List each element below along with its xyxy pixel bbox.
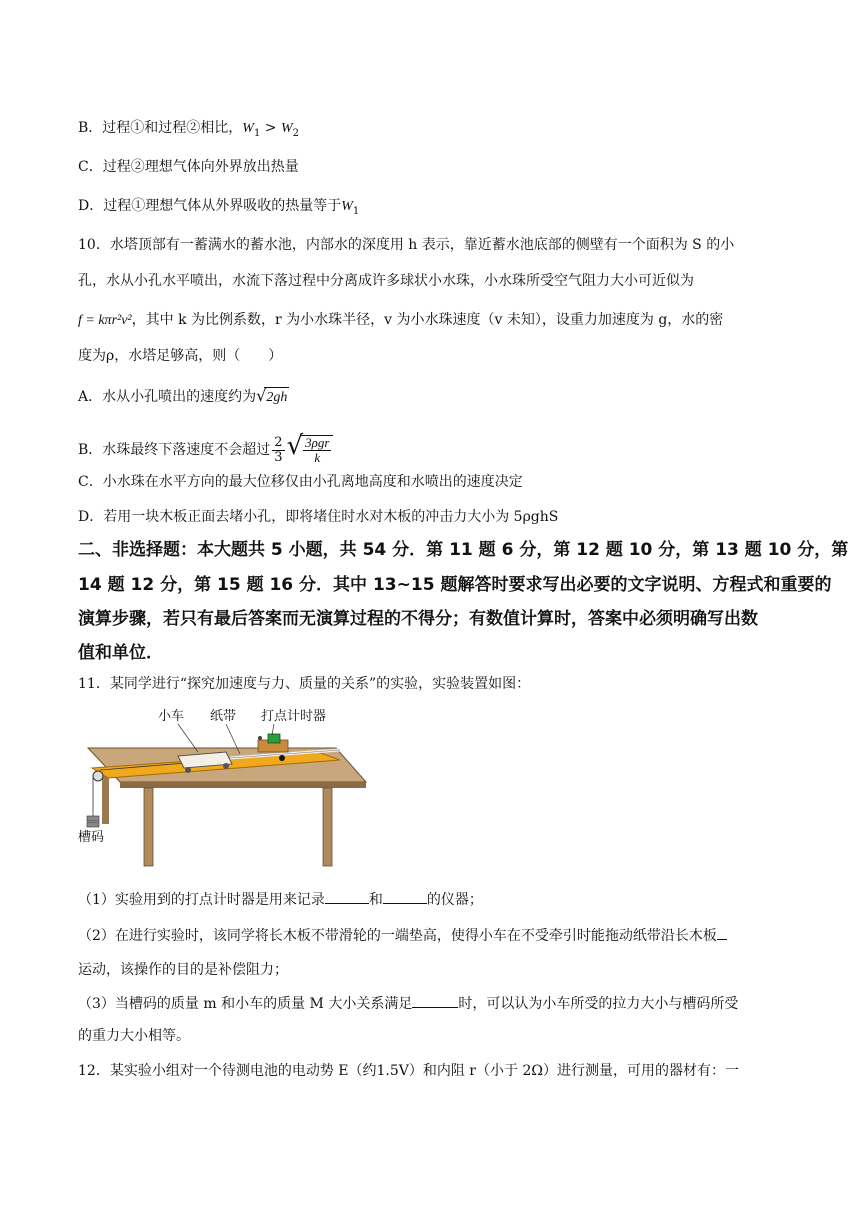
cart-wheel — [223, 763, 229, 769]
q10-option-b-text: B．水珠最终下落速度不会超过 — [78, 442, 271, 458]
q9-option-b-text: B．过程①和过程②相比， — [78, 120, 243, 136]
q9-option-b-w1: W — [242, 121, 254, 136]
q9-option-b-gt: > — [260, 120, 281, 136]
q11-part3-line1 — [78, 993, 738, 1014]
sqrt-denominator: k — [314, 450, 321, 465]
q11-part2-line2: 运动，该操作的目的是补偿阻力； — [78, 962, 288, 978]
q10-line3-text: ，其中 k 为比例系数，r 为小水珠半径，v 为小水珠速度（v 未知），设重力加速度为 g，水的密 — [131, 312, 724, 328]
answer-blank[interactable] — [383, 889, 427, 904]
q11-part3-b: 时，可以认为小车所受的拉力大小与槽码所受 — [458, 996, 739, 1012]
q11-part3-line2: 的重力大小相等。 — [78, 1028, 190, 1044]
answer-blank[interactable] — [717, 925, 727, 940]
answer-blank[interactable] — [325, 889, 369, 904]
q11-intro: 11．某同学进行“探究加速度与力、质量的关系”的实验，实验装置如图： — [78, 676, 531, 692]
q11-part1-b: 和 — [368, 892, 383, 908]
weight-icon — [87, 816, 99, 821]
q10-option-a — [78, 386, 289, 408]
table-leg — [144, 788, 153, 866]
q11-part2-line1 — [78, 925, 727, 946]
timer-needle — [279, 755, 285, 761]
q10-option-d: D．若用一块木板正面去堵小孔，即将堵住时水对木板的冲击力大小为 5ρghS — [78, 509, 559, 525]
q9-option-b-w2: W — [280, 121, 293, 136]
q12-line1: 12．某实验小组对一个待测电池的电动势 E（约1.5V）和内阻 r（小于 2Ω）进行测量，可用的器材有：一 — [78, 1063, 739, 1079]
q9-option-b — [78, 118, 299, 140]
weight-icon — [87, 822, 99, 827]
q10-formula: f = kπr²v² — [78, 313, 132, 328]
sqrt-icon: √ — [286, 431, 304, 461]
section2-line3: 演算步骤，若只有最后答案而无演算过程的不得分；有数值计算时，答案中必须明确写出数 — [78, 609, 758, 629]
frac-numerator: 2 — [274, 434, 283, 450]
q10-line1: 10．水塔顶部有一蓄满水的蓄水池，内部水的深度用 h 表示，靠近蓄水池底部的侧壁有一个面积为 S 的小 — [78, 237, 735, 253]
section2-line1: 二、非选择题：本大题共 5 小题，共 54 分．第 11 题 6 分，第 12 题 10 分，第 13 题 10 分，第 — [78, 540, 849, 560]
fig-label-tape: 纸带 — [210, 709, 237, 724]
q10-line2: 孔，水从小孔水平喷出，水流下落过程中分离成许多球状小水珠，小水珠所受空气阻力大小可近似为 — [78, 273, 694, 289]
section2-line4: 值和单位． — [78, 643, 163, 663]
fig-label-weight: 槽码 — [78, 830, 105, 845]
experiment-apparatus-image — [78, 706, 378, 874]
timer-terminal — [258, 736, 262, 740]
experiment-figure — [78, 706, 378, 874]
frac-denominator: 3 — [274, 449, 283, 465]
q11-part3-a: （3）当槽码的质量 m 和小车的质量 M 大小关系满足 — [78, 996, 413, 1012]
q11-part1-c: 的仪器； — [426, 892, 483, 908]
q9-option-d-w: W — [341, 199, 353, 214]
fig-label-timer: 打点计时器 — [261, 709, 327, 724]
q10-option-b — [78, 424, 335, 468]
fig-label-car: 小车 — [158, 709, 185, 724]
q9-option-c: C．过程②理想气体向外界放出热量 — [78, 159, 299, 175]
table-edge — [120, 782, 366, 788]
q9-option-d-text: D．过程①理想气体从外界吸收的热量等于 — [78, 198, 342, 214]
q10-line4: 度为ρ，水塔足够高，则（ ） — [78, 348, 283, 364]
q9-option-b-w2-sub: 2 — [292, 128, 300, 139]
label-pointer — [272, 724, 274, 735]
q10-option-b-frac — [272, 436, 284, 465]
q11-part2-text: （2）在进行实验时，该同学将长木板不带滑轮的一端垫高，使得小车在不受牵引时能拖动纸带沿长木板 — [78, 928, 717, 944]
table-leg — [323, 788, 332, 866]
q10-option-b-sqrt — [301, 435, 333, 465]
q10-line3 — [78, 310, 723, 331]
sqrt-numerator: 3ρgr — [305, 435, 330, 450]
q9-option-d — [78, 196, 359, 218]
answer-blank[interactable] — [412, 993, 458, 1008]
q11-part1 — [78, 889, 483, 910]
cart-wheel — [185, 767, 191, 773]
q9-option-d-w-sub: 1 — [352, 206, 360, 217]
section2-line2: 14 题 12 分，第 15 题 16 分．其中 13~15 题解答时要求写出必要的文字说明、方程式和重要的 — [78, 575, 832, 595]
q10-option-a-text: A．水从小孔喷出的速度约为 — [78, 389, 257, 405]
q10-option-c: C．小水珠在水平方向的最大位移仅由小孔离地高度和水喷出的速度决定 — [78, 474, 523, 490]
q11-part1-a: （1）实验用到的打点计时器是用来记录 — [78, 892, 325, 908]
timer-icon — [268, 734, 280, 743]
q10-option-a-math: 2gh — [264, 387, 289, 408]
pulley-icon — [93, 771, 103, 781]
sqrt-icon: √ — [256, 386, 267, 405]
q9-option-b-w1-sub: 1 — [253, 128, 261, 139]
